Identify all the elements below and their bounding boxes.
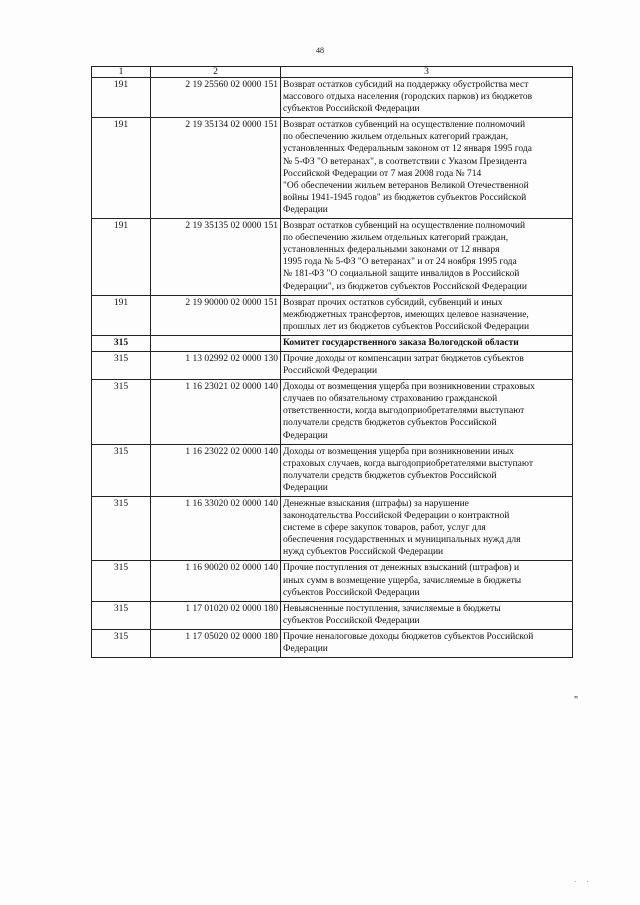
income-name-line: 1995 года № 5-ФЗ "О ветеранах" и от 24 ноября 1995 года <box>283 257 517 268</box>
income-name-cell <box>281 219 573 296</box>
income-name-cell <box>281 561 573 601</box>
income-name-line: Федерации <box>283 204 328 215</box>
income-name-line: Возврат остатков субсидий на поддержку обустройства мест <box>283 80 529 90</box>
income-name-line: Возврат остатков субвенций на осуществление полномочий <box>283 221 526 232</box>
administrator-code-cell: 191 <box>92 219 151 296</box>
budget-code-cell: 2 19 90000 02 0000 151 <box>151 295 281 335</box>
budget-code-cell: 2 19 35134 02 0000 151 <box>151 118 281 219</box>
income-name-line: Доходы от возмещения ущерба при возникновении иных <box>283 446 514 457</box>
income-name-line: прошлых лет из бюджетов субъектов Российской Федерации <box>283 321 530 332</box>
administrator-code-cell: 315 <box>92 351 151 379</box>
income-name-cell <box>281 444 573 496</box>
income-name-line: Денежные взыскания (штрафы) за нарушение <box>283 499 469 509</box>
income-name-line: по обеспечению жильем отдельных категорий граждан, <box>283 132 509 143</box>
table-row <box>92 444 573 496</box>
table-row <box>92 118 573 219</box>
income-name-line: Российской Федерации от 7 мая 2008 года № 714 <box>283 168 482 179</box>
table-row <box>92 629 573 657</box>
income-name-line: межбюджетных трансфертов, имеющих целевое назначение, <box>283 309 529 320</box>
income-name-cell <box>281 601 573 629</box>
income-name-line: "Об обеспечении жильем ветеранов Великой Отечественной <box>283 180 529 191</box>
income-name-line: субъектов Российской Федерации <box>283 587 420 598</box>
budget-code-cell: 1 17 01020 02 0000 180 <box>151 601 281 629</box>
budget-classification-table <box>91 66 573 658</box>
income-name-line: получатели средств бюджетов субъектов Российской <box>283 418 497 429</box>
section-row <box>92 335 573 351</box>
income-name-line: Возврат остатков субвенций на осуществление полномочий <box>283 120 526 131</box>
budget-code-cell: 1 16 23022 02 0000 140 <box>151 444 281 496</box>
column-header: 3 <box>281 67 573 78</box>
administrator-code-cell: 315 <box>92 335 151 351</box>
table-row <box>92 601 573 629</box>
income-name-line: установленных Федеральным законом от 12 января 1995 года <box>283 144 532 155</box>
income-name-line: Доходы от возмещения ущерба при возникновении страховых <box>283 382 535 393</box>
table-body <box>92 78 573 658</box>
table-row <box>92 78 573 118</box>
income-name-cell <box>281 78 573 118</box>
income-name-line: Прочие неналоговые доходы бюджетов субъектов Российской <box>283 631 534 642</box>
income-name-line: Прочие поступления от денежных взысканий (штрафов) и <box>283 563 520 574</box>
page-number: 48 <box>316 46 324 55</box>
budget-code-cell: 1 17 05020 02 0000 180 <box>151 629 281 657</box>
administrator-code-cell: 191 <box>92 78 151 118</box>
income-name-line: по обеспечению жильем отдельных категорий граждан, <box>283 233 509 244</box>
budget-code-cell: 1 16 90020 02 0000 140 <box>151 561 281 601</box>
table-header-row <box>92 67 573 78</box>
income-name-line: Комитет государственного заказа Вологодской области <box>283 337 519 348</box>
income-name-line: Федерации <box>283 430 328 441</box>
income-name-cell <box>281 295 573 335</box>
column-header: 1 <box>92 67 151 78</box>
closing-quote: " <box>574 695 579 706</box>
income-name-line: нужд субъектов Российской Федерации <box>283 547 444 558</box>
income-name-line: ответственности, когда выгодоприобретателями выступают <box>283 406 525 417</box>
income-name-line: случаев по обязательному страхованию гражданской <box>283 394 498 405</box>
table-row <box>92 380 573 444</box>
administrator-code-cell: 315 <box>92 497 151 561</box>
administrator-code-cell: 191 <box>92 295 151 335</box>
income-name-line: Федерации", из бюджетов субъектов Российской Федерации <box>283 281 527 292</box>
income-name-cell <box>281 380 573 444</box>
administrator-code-cell: 315 <box>92 629 151 657</box>
income-name-line: обеспечения государственных и муниципальных нужд для <box>283 535 521 546</box>
income-name-line: Федерации <box>283 644 328 655</box>
column-header: 2 <box>151 67 281 78</box>
table-row <box>92 561 573 601</box>
income-name-line: установленных федеральными законами от 12 января <box>283 245 500 256</box>
administrator-code-cell: 315 <box>92 601 151 629</box>
table-row <box>92 351 573 379</box>
table-row <box>92 219 573 296</box>
table-row <box>92 497 573 561</box>
income-name-line: Прочие доходы от компенсации затрат бюджетов субъектов <box>283 353 524 364</box>
income-name-line: Российской Федерации <box>283 366 378 377</box>
income-name-line: системе в сфере закупок товаров, работ, услуг для <box>283 523 486 534</box>
income-name-line: Невыясненные поступления, зачисляемые в бюджеты <box>283 603 501 614</box>
income-name-line: № 181-ФЗ "О социальной защите инвалидов в Российской <box>283 269 520 280</box>
table-row <box>92 295 573 335</box>
administrator-code-cell: 191 <box>92 118 151 219</box>
income-name-line: массового отдыха населения (городских парков) из бюджетов <box>283 92 533 103</box>
budget-code-cell: 1 16 23021 02 0000 140 <box>151 380 281 444</box>
income-name-line: получатели средств бюджетов субъектов Российской <box>283 470 497 481</box>
income-name-line: страховых случаев, когда выгодоприобретателями выступают <box>283 458 533 469</box>
budget-code-cell: 2 19 25560 02 0000 151 <box>151 78 281 118</box>
income-name-cell <box>281 118 573 219</box>
income-name-cell <box>281 351 573 379</box>
budget-code-cell: 1 13 02992 02 0000 130 <box>151 351 281 379</box>
income-name-line: № 5-ФЗ "О ветеранах", в соответствии с Указом Президента <box>283 156 527 167</box>
income-name-line: Возврат прочих остатков субсидий, субвенций и иных <box>283 297 503 308</box>
budget-code-cell: 1 16 33020 02 0000 140 <box>151 497 281 561</box>
administrator-code-cell: 315 <box>92 561 151 601</box>
income-name-line: войны 1941-1945 годов" из бюджетов субъектов Российской <box>283 192 527 203</box>
income-name-line: Федерации <box>283 482 328 493</box>
income-name-cell <box>281 497 573 561</box>
corner-marks: · · <box>574 878 593 886</box>
administrator-code-cell: 315 <box>92 380 151 444</box>
budget-code-cell: 2 19 35135 02 0000 151 <box>151 219 281 296</box>
income-name-line: субъектов Российской Федерации <box>283 104 420 115</box>
income-name-line: законодательства Российской Федерации о контрактной <box>283 511 510 522</box>
income-name-cell <box>281 335 573 351</box>
budget-code-cell <box>151 335 281 351</box>
income-name-cell <box>281 629 573 657</box>
income-name-line: иных сумм в возмещение ущерба, зачисляемые в бюджеты <box>283 575 522 586</box>
income-name-line: субъектов Российской Федерации <box>283 615 420 626</box>
administrator-code-cell: 315 <box>92 444 151 496</box>
